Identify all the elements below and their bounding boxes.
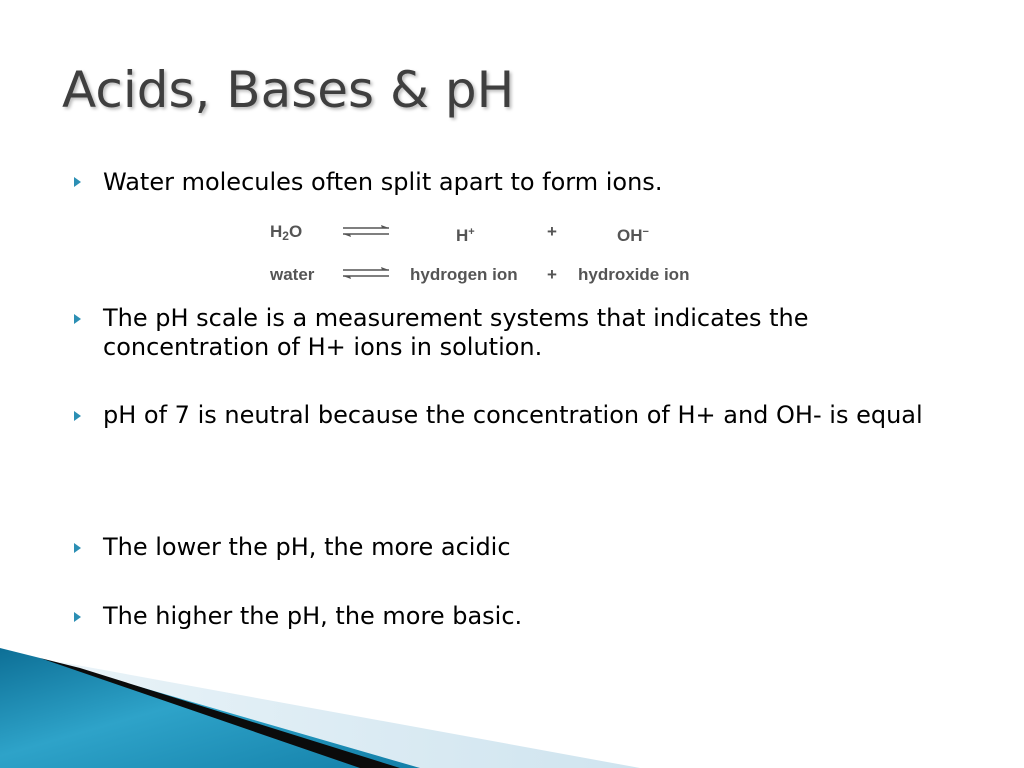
reactant-formula: [270, 222, 302, 246]
hydrogen-charge: +: [468, 226, 475, 238]
product-hydroxide-name: hydroxide ion: [578, 265, 690, 284]
slide-title: Acids, Bases & pH: [62, 61, 515, 119]
bullet-triangle-icon: [74, 314, 81, 324]
reactant-tail: O: [288, 222, 303, 241]
hydrogen-base: H: [456, 226, 469, 245]
plus-sign: +: [547, 222, 557, 241]
equilibrium-arrows-icon: [341, 225, 391, 237]
reactant-name: water: [270, 265, 315, 284]
reactant-subscript: 2: [282, 229, 289, 243]
product-hydrogen-name: hydrogen ion: [410, 265, 518, 284]
bullet-triangle-icon: [74, 411, 81, 421]
bullet-text: Water molecules often split apart to form ions.: [103, 168, 663, 196]
plus-sign: +: [547, 265, 557, 284]
bullet-text: The lower the pH, the more acidic: [103, 533, 511, 561]
bullet-triangle-icon: [74, 543, 81, 553]
bullet-text: The pH scale is a measurement systems that indicates the concentration of H+ ions in solution.: [103, 304, 809, 361]
equilibrium-arrows-icon: [341, 267, 391, 279]
bullet-triangle-icon: [74, 177, 81, 187]
bullet-text: pH of 7 is neutral because the concentration of H+ and OH- is equal: [103, 401, 923, 429]
reactant-base: H: [270, 222, 283, 241]
product-hydroxide-formula: [617, 222, 649, 246]
bullet-text: The higher the pH, the more basic.: [103, 602, 523, 630]
product-hydrogen-formula: [456, 222, 475, 246]
bullet-triangle-icon: [74, 612, 81, 622]
decorative-wave-graphic: [0, 640, 1024, 768]
hydroxide-charge: −: [642, 226, 649, 238]
hydroxide-base: OH: [617, 226, 643, 245]
